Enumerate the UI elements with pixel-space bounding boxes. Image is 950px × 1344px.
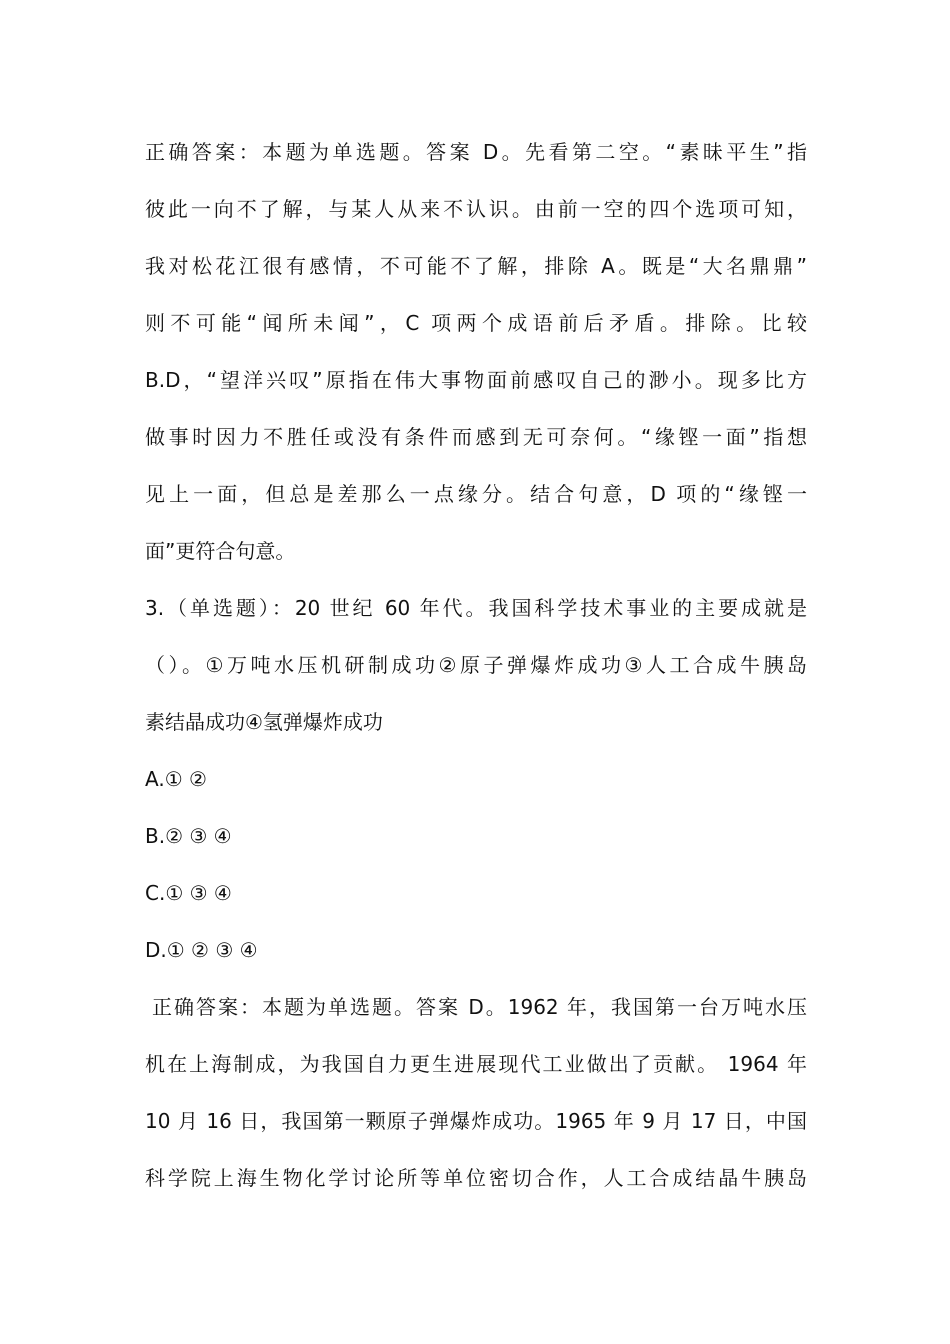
answer-text-line: 我对松花江很有感情，不可能不了解，排除 A。既是“大名鼎鼎” <box>145 254 807 278</box>
question-stem-line: 3.（单选题）：20 世纪 60 年代。我国科学技术事业的主要成就是 <box>145 596 807 620</box>
option-b: B.② ③ ④ <box>145 824 232 848</box>
answer-text-line: 彼此一向不了解，与某人从来不认识。由前一空的四个选项可知， <box>145 197 807 221</box>
answer-text-line: 做事时因力不胜任或没有条件而感到无可奈何。“缘铿一面”指想 <box>145 425 807 449</box>
answer-text-line: 见上一面，但总是差那么一点缘分。结合句意，D 项的“缘铿一 <box>145 482 807 506</box>
answer-text-line: 面”更符合句意。 <box>145 539 296 563</box>
answer-text-line: 正确答案：本题为单选题。答案 D。先看第二空。“素昧平生”指 <box>145 140 807 164</box>
question-stem-line: （）。①万吨水压机研制成功②原子弹爆炸成功③人工合成牛胰岛 <box>145 653 807 677</box>
answer-text-line: 正确答案：本题为单选题。答案 D。1962 年，我国第一台万吨水压 <box>152 995 807 1019</box>
option-d: D.① ② ③ ④ <box>145 938 258 962</box>
option-a: A.① ② <box>145 767 207 791</box>
answer-text-line: B.D，“望洋兴叹”原指在伟大事物面前感叹自己的渺小。现多比方 <box>145 368 807 392</box>
answer-text-line: 则不可能“闻所未闻”，C 项两个成语前后矛盾。排除。比较 <box>145 311 807 335</box>
option-c: C.① ③ ④ <box>145 881 232 905</box>
answer-text-line: 机在上海制成，为我国自力更生进展现代工业做出了贡献。 1964 年 <box>145 1052 807 1076</box>
answer-text-line: 科学院上海生物化学讨论所等单位密切合作，人工合成结晶牛胰岛 <box>145 1166 807 1190</box>
answer-text-line: 10 月 16 日，我国第一颗原子弹爆炸成功。1965 年 9 月 17 日，中国 <box>145 1109 807 1133</box>
question-stem-line: 素结晶成功④氢弹爆炸成功 <box>145 710 383 734</box>
